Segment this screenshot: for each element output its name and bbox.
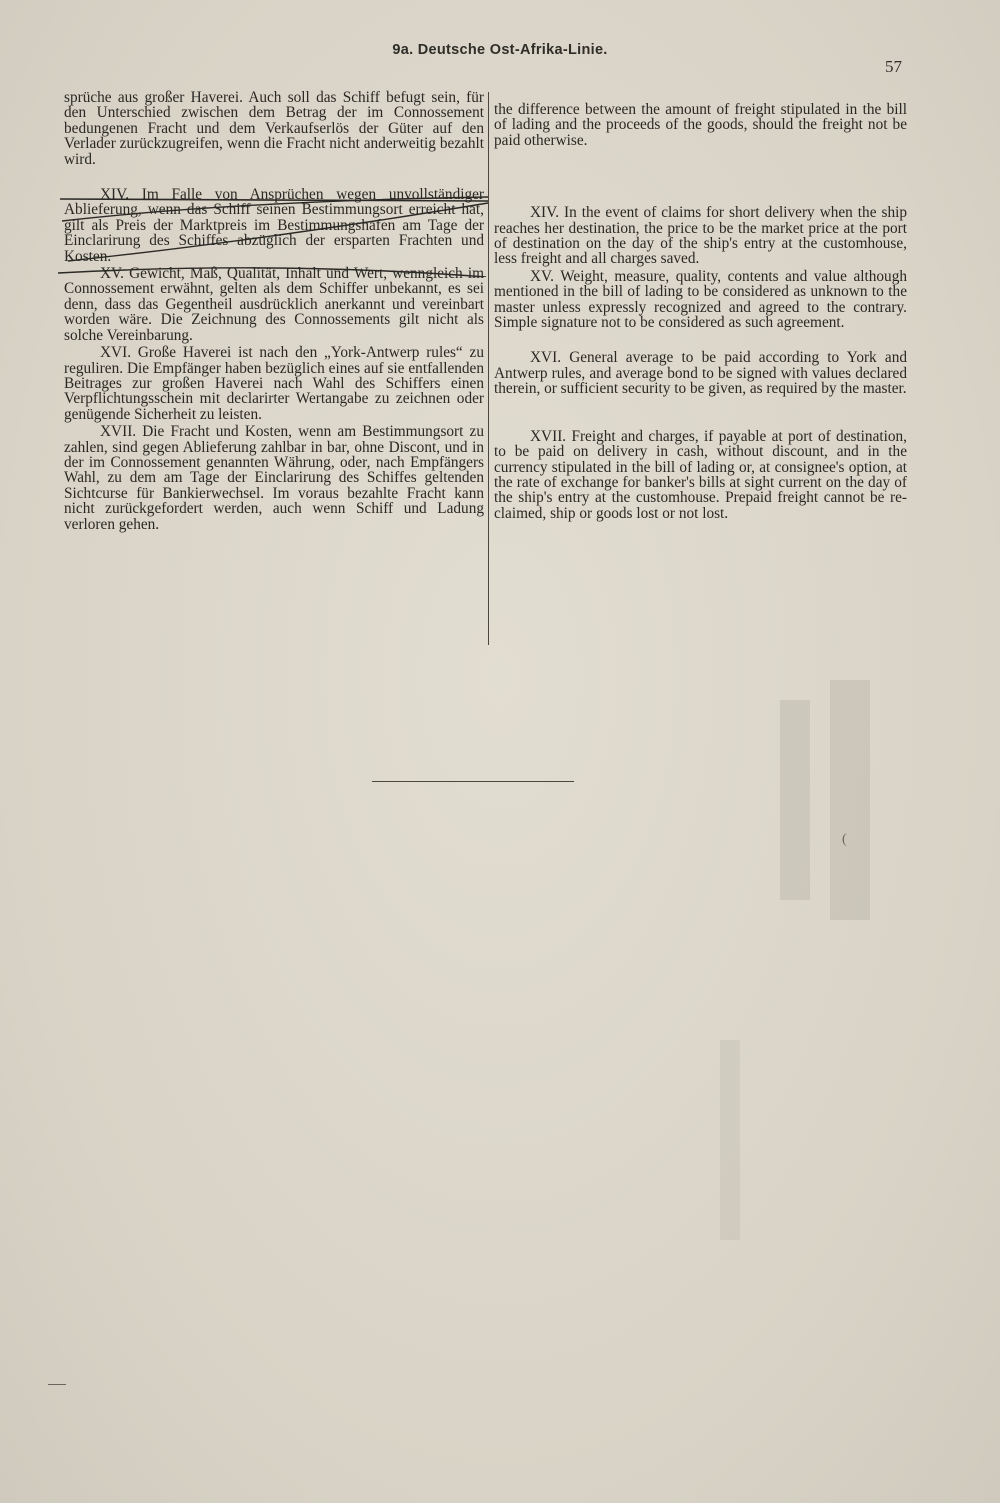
en-paragraph-xvii: XVII. Freight and charges, if payable at port of destination, to be paid on delivery in cash, without discount, and in the currency stipulated in the bill of lading or, at consignee's option, at the rate of exchange for banker's bills at sight current on the day of the ship's entry at the customhouse. Prepaid freight cannot be re-claimed, ship or goods lost or not lost. [494,427,907,522]
margin-tick: ( [842,832,847,847]
en-paragraph-xv: XV. Weight, measure, quality, contents and value although mentioned in the bill of lading to be considered as unknown to the master unless expressly recognized and agreed to the contrary. Simple signature not to be considered as such agreement. [494,267,907,332]
de-paragraph-xv: XV. Gewicht, Maß, Qualität, Inhalt und Wert, wenngleich im Connossement erwähnt, gelten als dem Schiffer unbekannt, es sei denn, dass das Gegentheil ausdrücklich anerkannt und vereinbart worden wäre. Die Zeichnung des Connossements gilt nicht als solche Vereinbarung. [64,265,484,344]
page-number: 57 [885,57,902,76]
en-paragraph-continuation: the difference between the amount of freight stipulated in the bill of lading and the proceeds of the goods, should the freight not be paid otherwise. [494,101,907,149]
running-header: 9a. Deutsche Ost-Afrika-Linie. [392,42,608,58]
german-column [64,90,484,534]
horizontal-rule [372,781,574,782]
english-column [494,102,907,523]
bleed-through-shadow [770,680,890,920]
de-paragraph-xvii: XVII. Die Fracht und Kosten, wenn am Bestimmungsort zu zahlen, sind gegen Ablieferung zahlbar in bar, ohne Discont, und in der im Connossement genannten Währung, oder, nach Empfängers Wahl, zu dem am Tage der Einclarirung des Schiffes geltenden Sichtcurse für Bankierwechsel. Im voraus bezahlte Fracht kann nicht zurückgefordert werden, auch wenn Schiff und Ladung verloren gehen. [64,423,484,533]
de-paragraph-xiv-struck [64,187,484,264]
de-paragraph-xiv: XIV. Im Falle von Ansprüchen wegen unvollständiger Ablieferung, wenn das Schiff seinen Bestimmungsort erreicht hat, gilt als Preis der Marktpreis im Bestimmungshafen am Tage der Einclarirung des Schiffes abzüglich der ersparten Frachten und Kosten. [64,186,484,265]
en-paragraph-xvi: XVI. General average to be paid according to York and Antwerp rules, and average bond to be signed with values declared therein, or sufficient security to be given, as required by the master. [494,349,907,398]
de-paragraph-xvi: XVI. Große Haverei ist nach den „York-Antwerp rules“ zu reguliren. Die Empfänger haben bezüglich eines auf sie entfallenden Beitrages zur großen Haverei nach Wahl des Schiffers einen Verpflichtungsschein mit declarirter Wertangabe zu zeichnen oder genügende Sicherheit zu leisten. [64,344,484,423]
margin-dash [48,1384,66,1385]
column-divider [488,92,489,645]
de-paragraph-continuation: sprüche aus großer Haverei. Auch soll das Schiff befugt sein, für den Unterschied zwischen dem Betrag der im Connossement bedungenen Fracht und dem Verkaufserlös der Güter auf den Verlader zurückzugreifen, wenn die Fracht nicht anderweitig bezahlt wird. [64,89,484,168]
en-paragraph-xiv: XIV. In the event of claims for short delivery when the ship reaches her destination, the price to be the market price at the port of destination on the day of the ship's entry at the customhouse, less freight and all charges saved. [494,204,907,268]
bleed-through-shadow-lower [700,1040,760,1240]
